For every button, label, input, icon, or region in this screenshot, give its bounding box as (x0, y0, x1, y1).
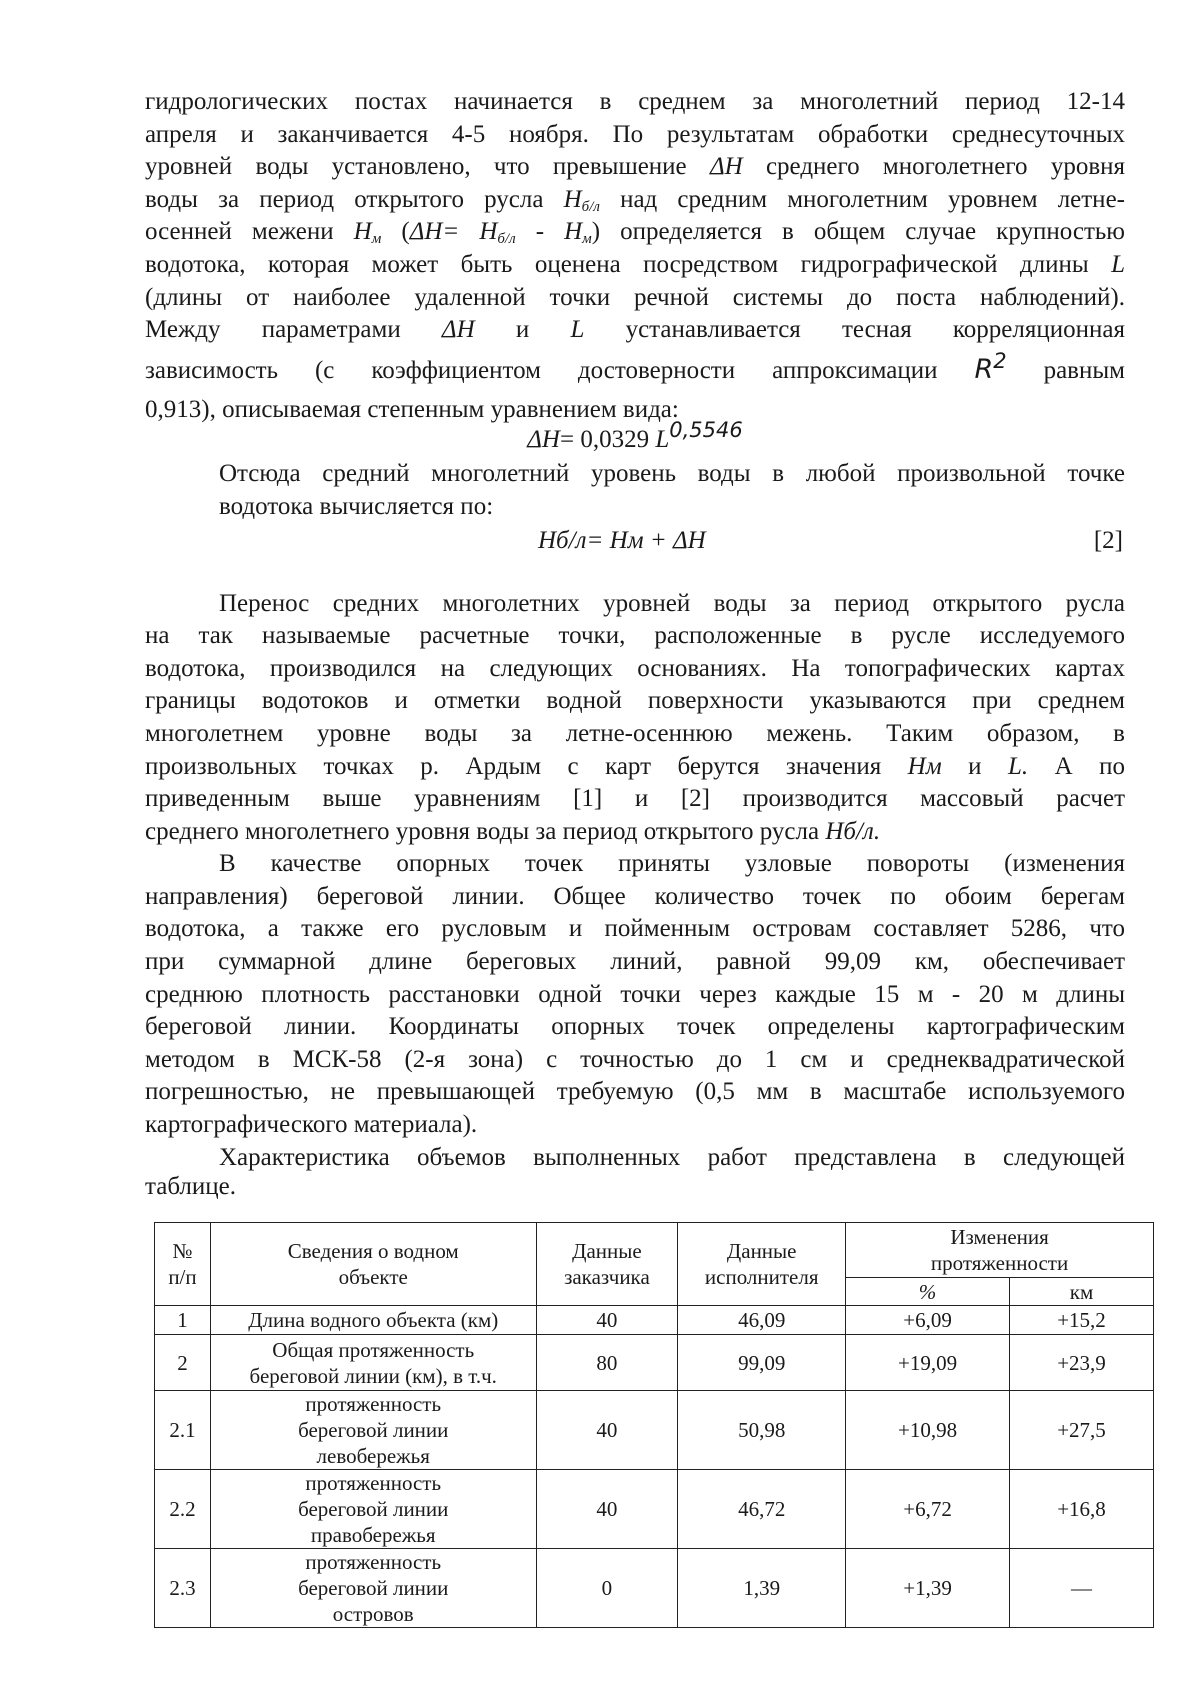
header-num: № п/п (155, 1223, 211, 1306)
text-line: Перенос средних многолетних уровней воды за период открытого русла (219, 589, 1125, 617)
formula-2-number: [2] (1093, 526, 1123, 554)
header-change: Изменения протяженности (846, 1223, 1154, 1278)
cell-contractor: 46,72 (678, 1470, 846, 1549)
text-line: на так называемые расчетные точки, расположенные в русле исследуемого (145, 622, 1125, 650)
cell-name: Длина водного объекта (км) (210, 1306, 536, 1335)
text-line: уровней воды установлено, что превышение ΔH среднего многолетнего уровня (145, 153, 1125, 181)
cell-pct: +10,98 (846, 1391, 1010, 1470)
work-volume-table (154, 1222, 1154, 1628)
text-line: гидрологических постах начинается в среднем за многолетний период 12-14 (145, 88, 1125, 115)
cell-contractor: 1,39 (678, 1549, 846, 1628)
text-line: Характеристика объемов выполненных работ представлена в следующей (219, 1143, 1125, 1171)
text-line: водотока, производился на следующих основаниях. На топографических картах (145, 654, 1125, 682)
cell-pct: +1,39 (846, 1549, 1010, 1628)
paragraph-table-intro (145, 1142, 1125, 1201)
cell-km: +23,9 (1010, 1335, 1154, 1391)
text-line: при суммарной длине береговых линий, равной 99,09 км, обеспечивает (145, 948, 1125, 976)
cell-km: +27,5 (1010, 1391, 1154, 1470)
text-line: границы водотоков и отметки водной поверхности указываются при среднем (145, 687, 1125, 715)
text-line: водотока вычисляется по: (219, 492, 494, 520)
cell-customer: 40 (536, 1306, 678, 1335)
text-line: апреля и заканчивается 4-5 ноября. По результатам обработки среднесуточных (145, 120, 1125, 148)
header-km: км (1010, 1278, 1154, 1306)
text-line: произвольных точках р. Ардым с карт берутся значения Нм и L. А по (145, 752, 1125, 780)
cell-km: — (1010, 1549, 1154, 1628)
paragraph-transfer (145, 588, 1125, 849)
text-line: Отсюда средний многолетний уровень воды в любой произвольной точке (219, 460, 1125, 488)
text-line: В качестве опорных точек приняты узловые повороты (изменения (219, 850, 1125, 878)
cell-name: протяженность береговой линии правобережья (210, 1470, 536, 1549)
text-line: водотока, а также его русловым и пойменным островам составляет 5286, что (145, 915, 1125, 943)
paragraph-reference-points (145, 848, 1125, 1141)
cell-num: 2.3 (155, 1549, 211, 1628)
cell-pct: +19,09 (846, 1335, 1010, 1391)
formula-delta-h: ΔH= 0,0329 $L^{0,5546}$ (527, 418, 743, 454)
text-line: среднего многолетнего уровня воды за период открытого русла Нб/л. (145, 817, 881, 845)
formula-2-expression: Нб/л= Нм + ΔH (538, 526, 706, 554)
header-contractor: Данные исполнителя (678, 1223, 846, 1306)
cell-pct: +6,72 (846, 1470, 1010, 1549)
cell-km: +16,8 (1010, 1470, 1154, 1549)
cell-customer: 40 (536, 1391, 678, 1470)
text-line: картографического материала). (145, 1111, 478, 1139)
text-line: водотока, которая может быть оценена посредством гидрографической длины L (145, 250, 1125, 278)
text-line: приведенным выше уравнениям [1] и [2] производится массовый расчет (145, 785, 1125, 813)
text-line: (длины от наиболее удаленной точки речной системы до поста наблюдений). (145, 283, 1125, 311)
paragraph-mean-level (145, 458, 1125, 523)
table-row (155, 1549, 1154, 1628)
text-line: осенней межени $H_м$ $(\Delta H= H_{б/л} - H_м)$ определяется в общем случае крупностью (145, 218, 1125, 248)
cell-num: 2.1 (155, 1391, 211, 1470)
table-row (155, 1391, 1154, 1470)
text-line: 0,913), описываемая степенным уравнением вида: (145, 395, 679, 423)
header-customer: Данные заказчика (536, 1223, 678, 1306)
cell-num: 2 (155, 1335, 211, 1391)
table-row (155, 1470, 1154, 1549)
text-line: береговой линии. Координаты опорных точек определены картографическим (145, 1013, 1125, 1041)
cell-num: 2.2 (155, 1470, 211, 1549)
table-row (155, 1306, 1154, 1335)
cell-customer: 0 (536, 1549, 678, 1628)
paragraph-hydrology (145, 86, 1125, 426)
cell-customer: 40 (536, 1470, 678, 1549)
document-page (145, 86, 1125, 1200)
text-line: таблице. (145, 1173, 237, 1201)
table-row (155, 1335, 1154, 1391)
cell-contractor: 50,98 (678, 1391, 846, 1470)
cell-name: Общая протяженность береговой линии (км), в т.ч. (210, 1335, 536, 1391)
text-line: зависимость (с коэффициентом достоверности аппроксимации $R^2$ равным (145, 348, 1125, 385)
cell-name: протяженность береговой линии островов (210, 1549, 536, 1628)
cell-name: протяженность береговой линии левобережья (210, 1391, 536, 1470)
cell-km: +15,2 (1010, 1306, 1154, 1335)
cell-customer: 80 (536, 1335, 678, 1391)
text-line: направления) береговой линии. Общее количество точек по обоим берегам (145, 882, 1125, 910)
cell-contractor: 46,09 (678, 1306, 846, 1335)
text-line: погрешностью, не превышающей требуемую (0,5 мм в масштабе используемого (145, 1078, 1125, 1106)
text-line: воды за период открытого русла $H_{б/л}$ над средним многолетним уровнем летне- (145, 185, 1125, 215)
text-line: многолетнем уровне воды за летне-осеннюю межень. Таким образом, в (145, 719, 1125, 747)
cell-num: 1 (155, 1306, 211, 1335)
text-line: методом в МСК-58 (2-я зона) с точностью до 1 см и среднеквадратической (145, 1045, 1125, 1073)
header-info: Сведения о водном объекте (210, 1223, 536, 1306)
header-pct: % (846, 1278, 1010, 1306)
formula-2 (145, 524, 1125, 558)
cell-contractor: 99,09 (678, 1335, 846, 1391)
cell-pct: +6,09 (846, 1306, 1010, 1335)
text-line: среднюю плотность расстановки одной точки через каждые 15 м - 20 м длины (145, 980, 1125, 1008)
text-line: Между параметрами ΔH и L устанавливается тесная корреляционная (145, 316, 1125, 344)
table-header-row (155, 1223, 1154, 1278)
